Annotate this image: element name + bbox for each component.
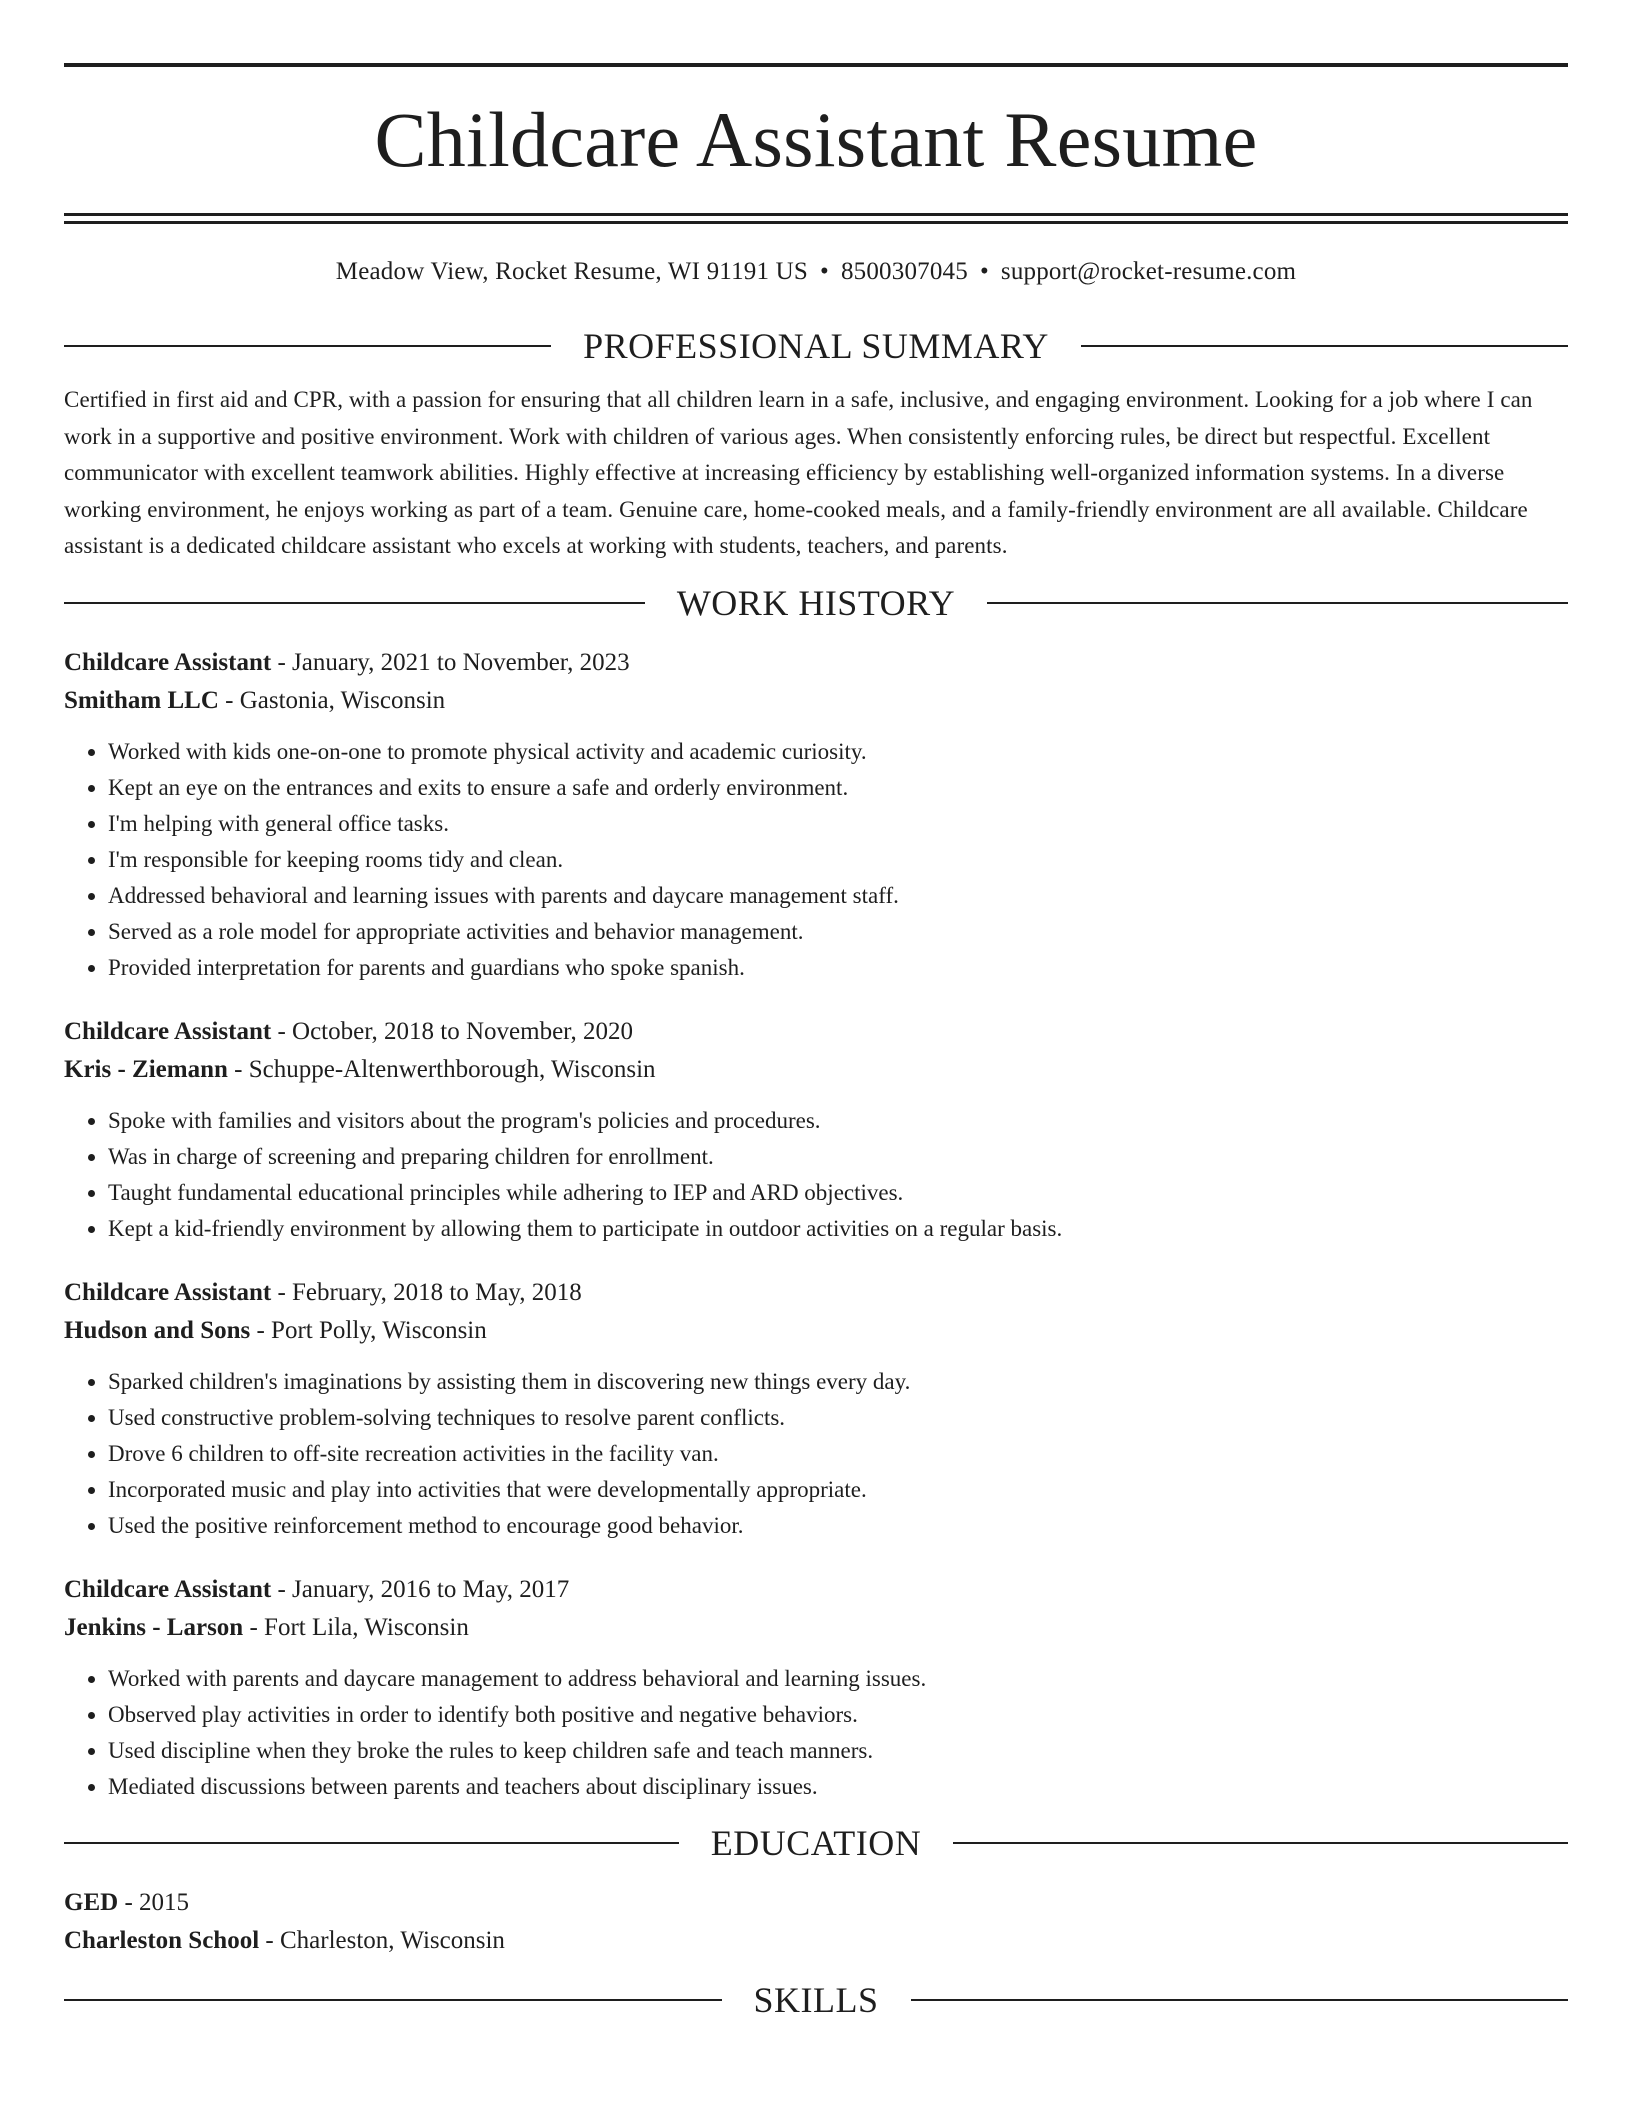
job-location: - Schuppe-Altenwerthborough, Wisconsin [227,1055,656,1083]
job-bullet: • Worked with kids one-on-one to promote physical activity and academic curiosity. [108,734,1568,770]
job-bullet: • Drove 6 children to off-site recreation activities in the facility van. [108,1436,1568,1472]
job-title: Childcare Assistant [64,1278,272,1306]
job-title-line [64,644,1568,682]
job-bullet: • Incorporated music and play into activities that were developmentally appropriate. [108,1472,1568,1508]
job-bullet: • Observed play activities in order to identify both positive and negative behaviors. [108,1697,1568,1733]
section-rule [64,1842,679,1844]
job-company-line [64,682,1568,720]
summary-paragraph: Certified in first aid and CPR, with a passion for ensuring that all children learn in a safe, inclusive, and engaging environment. Looking for a job where I can work in a supportive and positive environment. Work with children of various ages. When consistently enforcing rules, be direct but respectful. Excellent communicator with excellent teamwork abilities. Highly effective at increasing efficiency by establishing well-organized information systems. In a diverse working environment, he enjoys working as part of a team. Genuine care, home-cooked meals, and a family-friendly environment are all available. Childcare assistant is a dedicated childcare assistant who excels at working with students, teachers, and parents. [64,387,1533,558]
section-title-work: WORK HISTORY [676,582,956,623]
job-dates: - February, 2018 to May, 2018 [271,1278,582,1306]
job-bullet: • Kept a kid-friendly environment by allowing them to participate in outdoor activities on a regular basis. [108,1211,1568,1247]
job-title: Childcare Assistant [64,1017,272,1045]
job-location: - Gastonia, Wisconsin [218,686,446,714]
education-location: - Charleston, Wisconsin [259,1926,505,1954]
job-bullet: • Kept an eye on the entrances and exits to ensure a safe and orderly environment. [108,770,1568,806]
job-bullet: • Taught fundamental educational principles while adhering to IEP and ARD objectives. [108,1175,1568,1211]
education-entry [64,1884,1568,1960]
section-header-work [64,582,1568,623]
job-bullets [64,734,1568,986]
job-company-line [64,1609,1568,1647]
job-bullet: • Worked with parents and daycare management to address behavioral and learning issues. [108,1661,1568,1697]
job-location: - Port Polly, Wisconsin [250,1316,487,1344]
job-bullet: • Was in charge of screening and preparing children for enrollment. [108,1139,1568,1175]
job-company: Smitham LLC [64,686,219,714]
job-bullet: • Sparked children's imaginations by assisting them in discovering new things every day. [108,1364,1568,1400]
job-bullet: • Spoke with families and visitors about the program's policies and procedures. [108,1103,1568,1139]
job-company: Hudson and Sons [64,1316,251,1344]
section-rule [64,1999,722,2001]
section-header-summary [64,328,1568,364]
education-year: - 2015 [118,1888,190,1916]
section-title-summary: PROFESSIONAL SUMMARY [583,326,1049,366]
education-degree-line [64,1884,1568,1922]
contact-line [64,258,1568,286]
top-divider [64,63,1568,67]
job-company-line [64,1051,1568,1089]
contact-email: support@rocket-resume.com [1000,258,1297,285]
section-rule [911,1999,1569,2001]
job-dates: - January, 2021 to November, 2023 [271,648,630,676]
job-dates: - October, 2018 to November, 2020 [271,1017,634,1045]
job-bullet: • Served as a role model for appropriate activities and behavior management. [108,914,1568,950]
education-degree: GED [64,1888,119,1916]
section-rule [64,602,645,604]
job-bullet: • Used discipline when they broke the rules to keep children safe and teach manners. [108,1733,1568,1769]
job-title: Childcare Assistant [64,1575,272,1603]
job-title: Childcare Assistant [64,648,272,676]
job-company-line [64,1312,1568,1350]
education-school: Charleston School [64,1926,260,1954]
contact-address: Meadow View, Rocket Resume, WI 91191 US [335,258,808,285]
job-title-line [64,1571,1568,1609]
contact-separator: • [820,258,829,285]
education-school-line [64,1922,1568,1960]
job-bullet: • I'm helping with general office tasks. [108,806,1568,842]
job-title-line [64,1013,1568,1051]
job-bullet: • Used constructive problem-solving techniques to resolve parent conflicts. [108,1400,1568,1436]
job-entry [64,1571,1568,1805]
job-dates: - January, 2016 to May, 2017 [271,1575,570,1603]
resume-title: Childcare Assistant Resume [374,96,1258,183]
job-bullets [64,1364,1568,1544]
job-bullet: • I'm responsible for keeping rooms tidy and clean. [108,842,1568,878]
job-bullets [64,1103,1568,1247]
section-title-skills: SKILLS [753,1979,879,2020]
contact-phone: 8500307045 [840,258,968,285]
section-header-education [64,1822,1568,1863]
contact-separator: • [979,258,989,285]
job-bullets [64,1661,1568,1805]
job-bullet: • Provided interpretation for parents and guardians who spoke spanish. [108,950,1568,986]
job-title-line [64,1274,1568,1312]
job-location: - Fort Lila, Wisconsin [243,1613,469,1641]
section-header-skills [64,1979,1568,2020]
job-bullet: • Addressed behavioral and learning issues with parents and daycare management staff. [108,878,1568,914]
section-rule [1081,345,1568,347]
job-bullet: • Mediated discussions between parents and teachers about disciplinary issues. [108,1769,1568,1805]
job-company: Jenkins - Larson [64,1613,244,1641]
section-rule [953,1842,1568,1844]
job-company: Kris - Ziemann [64,1055,228,1083]
section-rule [64,345,551,347]
title-double-divider [64,213,1568,224]
job-entry [64,644,1568,986]
section-title-education: EDUCATION [710,1822,922,1863]
job-bullet: • Used the positive reinforcement method to encourage good behavior. [108,1508,1568,1544]
job-entry [64,1274,1568,1544]
job-entry [64,1013,1568,1247]
section-rule [987,602,1568,604]
